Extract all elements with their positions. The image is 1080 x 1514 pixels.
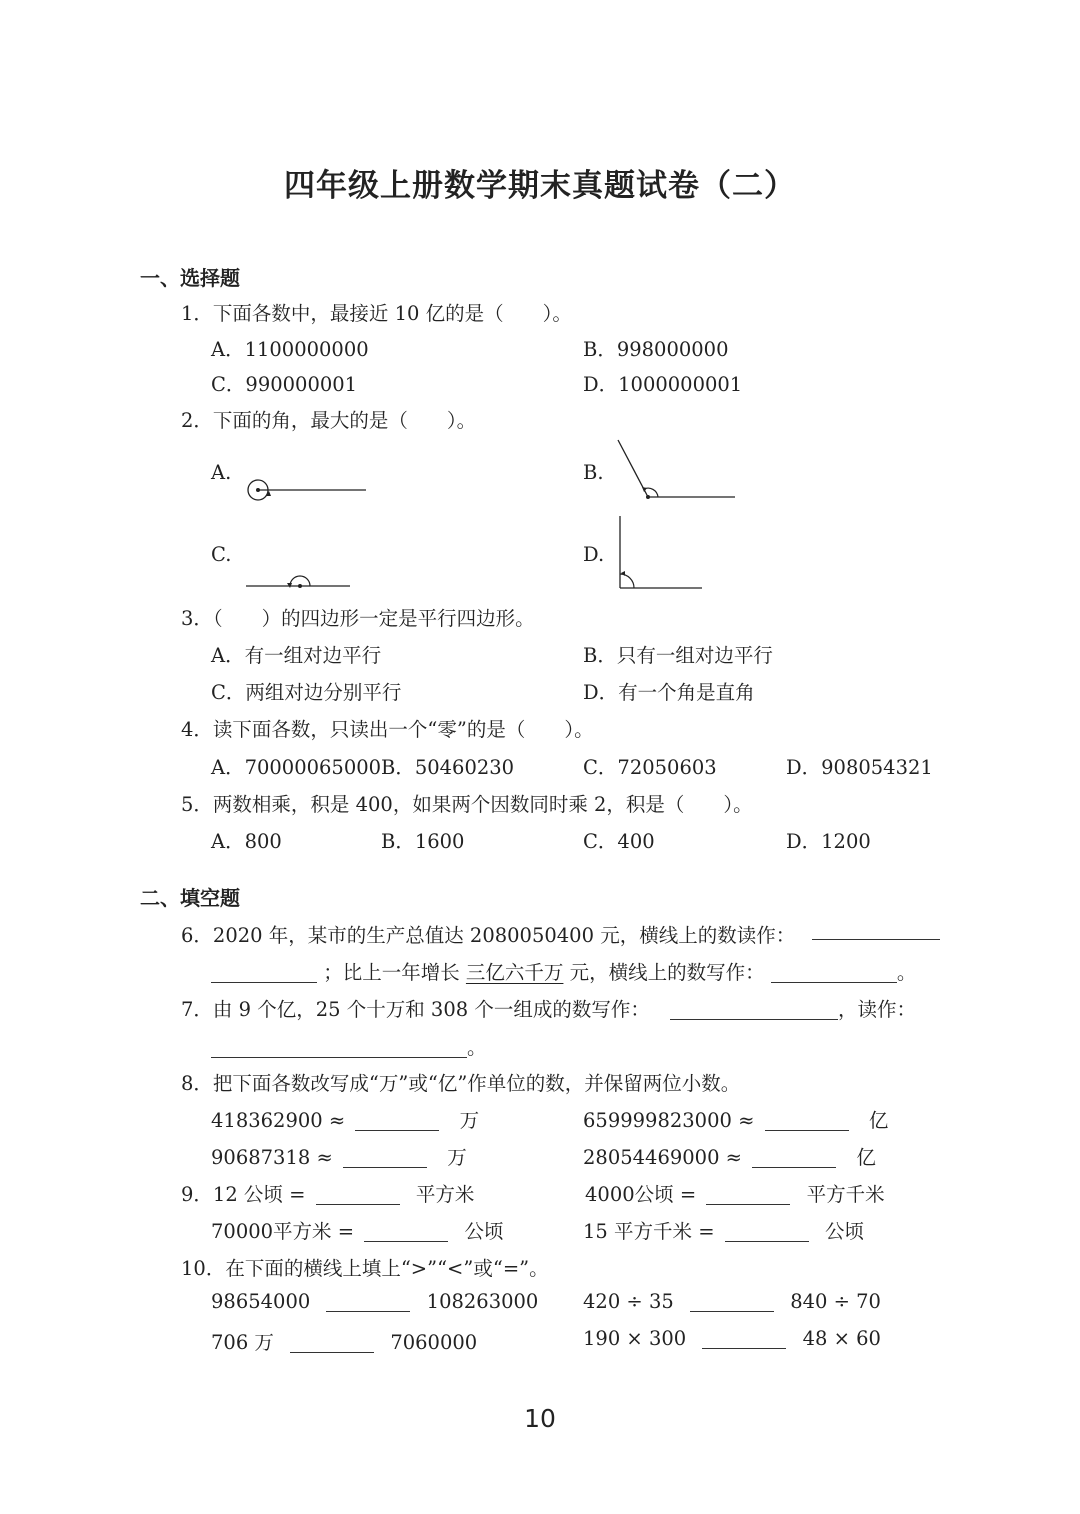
compare-right: 108263000 [426, 1290, 539, 1313]
q9-expression: 4000公顷 = [585, 1183, 697, 1206]
section-heading-choice: 一、选择题 [140, 266, 240, 290]
page-title: 四年级上册数学期末真题试卷（二） [284, 168, 796, 204]
q10-row1-left [211, 1290, 538, 1313]
unit-label: 平方米 [415, 1183, 475, 1206]
answer-blank[interactable] [812, 922, 940, 940]
q9-expression: 70000平方米 = [211, 1220, 355, 1243]
q2-option-a: A. [211, 461, 232, 484]
compare-left: 420 ÷ 35 [583, 1290, 674, 1313]
q7-comma-text: ，读作： [838, 998, 917, 1021]
unit-label: 亿 [868, 1109, 889, 1132]
q4-option-c: C．72050603 [583, 756, 717, 779]
q4-option-d: D．908054321 [786, 756, 933, 779]
q8-number: 418362900 ≈ [211, 1109, 346, 1132]
angle-a-figure [240, 474, 372, 506]
q1-option-c: C．990000001 [211, 373, 358, 396]
q4-option-b: B．50460230 [381, 756, 515, 779]
q10-row2-right [583, 1327, 881, 1350]
q9-row2-right [583, 1216, 864, 1244]
q2-option-d: D. [583, 543, 605, 566]
answer-blank[interactable] [355, 1110, 439, 1131]
answer-blank[interactable] [211, 962, 317, 983]
answer-blank[interactable] [771, 962, 897, 983]
q8-number: 659999823000 ≈ [583, 1109, 755, 1132]
unit-label: 公顷 [824, 1220, 864, 1243]
answer-blank[interactable] [290, 1332, 374, 1353]
question-7-line-1 [181, 994, 916, 1022]
section-heading-fill: 二、填空题 [140, 886, 240, 910]
question-4: 4．读下面各数，只读出一个“零”的是（ ）。 [181, 718, 594, 741]
q1-option-b: B．998000000 [583, 338, 729, 361]
question-8: 8．把下面各数改写成“万”或“亿”作单位的数，并保留两位小数。 [181, 1072, 741, 1095]
q3-option-a: A．有一组对边平行 [211, 644, 382, 667]
unit-label: 万 [459, 1109, 480, 1132]
q8-row1-right [583, 1105, 888, 1133]
q2-option-b: B. [583, 461, 604, 484]
q8-row1-left [211, 1105, 479, 1133]
question-6-line-1: 6．2020 年，某市的生产总值达 2080050400 元，横线上的数读作： [181, 924, 796, 947]
answer-blank[interactable] [670, 999, 838, 1020]
q1-option-a: A．1100000000 [211, 338, 369, 361]
unit-label: 万 [447, 1146, 467, 1169]
q10-row2-left [211, 1327, 477, 1355]
answer-blank[interactable] [702, 1328, 786, 1349]
compare-left: 98654000 [211, 1290, 311, 1313]
answer-blank[interactable] [706, 1184, 790, 1205]
compare-right: 840 ÷ 70 [790, 1290, 881, 1313]
answer-blank[interactable] [765, 1110, 849, 1131]
q7-text: 7．由 9 个亿，25 个十万和 308 个一组成的数写作： [181, 998, 650, 1021]
q6-mid-text: ；比上一年增长 [323, 961, 460, 984]
q9-row2-left [211, 1216, 504, 1244]
question-1: 1．下面各数中，最接近 10 亿的是（ ）。 [181, 302, 572, 325]
q5-option-b: B．1600 [381, 830, 465, 853]
q6-period: 。 [896, 961, 917, 984]
question-7-line-2 [211, 1032, 487, 1060]
question-3: 3．（ ）的四边形一定是平行四边形。 [181, 607, 535, 630]
unit-label: 亿 [856, 1146, 876, 1169]
q2-option-c: C. [211, 543, 232, 566]
answer-blank[interactable] [364, 1221, 448, 1242]
q8-row2-right [583, 1142, 876, 1170]
question-6-line-2 [211, 957, 916, 985]
answer-blank[interactable] [690, 1291, 774, 1312]
angle-c-figure [242, 572, 354, 594]
unit-label: 平方千米 [806, 1183, 885, 1206]
page-number: 10 [524, 1404, 556, 1433]
angle-b-figure [612, 436, 742, 504]
answer-blank[interactable] [316, 1184, 400, 1205]
q5-option-c: C．400 [583, 830, 655, 853]
answer-blank[interactable] [343, 1147, 427, 1168]
q6-end-text: 元，横线上的数写作： [569, 961, 765, 984]
q5-option-d: D．1200 [786, 830, 871, 853]
compare-right: 48 × 60 [802, 1327, 881, 1350]
q9-expression: 15 平方千米 = [583, 1220, 715, 1243]
q10-row1-right [583, 1290, 881, 1313]
angle-d-figure [612, 512, 708, 594]
q6-underlined-text: 三亿六千万 [465, 961, 564, 984]
question-5: 5．两数相乘，积是 400，如果两个因数同时乘 2，积是（ ）。 [181, 793, 753, 816]
q4-option-a: A．70000065000 [211, 756, 382, 779]
q1-option-d: D．1000000001 [583, 373, 743, 396]
q9-row1-right [585, 1179, 885, 1207]
q7-period: 。 [467, 1036, 487, 1059]
answer-blank[interactable] [725, 1221, 809, 1242]
question-10: 10．在下面的横线上填上“>”“<”或“=”。 [181, 1257, 549, 1280]
answer-blank[interactable] [752, 1147, 836, 1168]
q9-row1-left [181, 1179, 474, 1207]
q8-row2-left [211, 1142, 467, 1170]
answer-blank[interactable] [211, 1037, 467, 1058]
q3-option-b: B．只有一组对边平行 [583, 644, 773, 667]
compare-left: 190 × 300 [583, 1327, 687, 1350]
q3-option-c: C．两组对边分别平行 [211, 681, 402, 704]
answer-blank[interactable] [326, 1291, 410, 1312]
unit-label: 公顷 [464, 1220, 504, 1243]
compare-right: 7060000 [390, 1331, 478, 1354]
q8-number: 28054469000 ≈ [583, 1146, 743, 1169]
q9-expression: 9．12 公顷 = [181, 1183, 306, 1206]
q5-option-a: A．800 [211, 830, 282, 853]
q3-option-d: D．有一个角是直角 [583, 681, 755, 704]
compare-left: 706 万 [211, 1331, 274, 1354]
q8-number: 90687318 ≈ [211, 1146, 333, 1169]
question-2: 2．下面的角，最大的是（ ）。 [181, 409, 477, 432]
